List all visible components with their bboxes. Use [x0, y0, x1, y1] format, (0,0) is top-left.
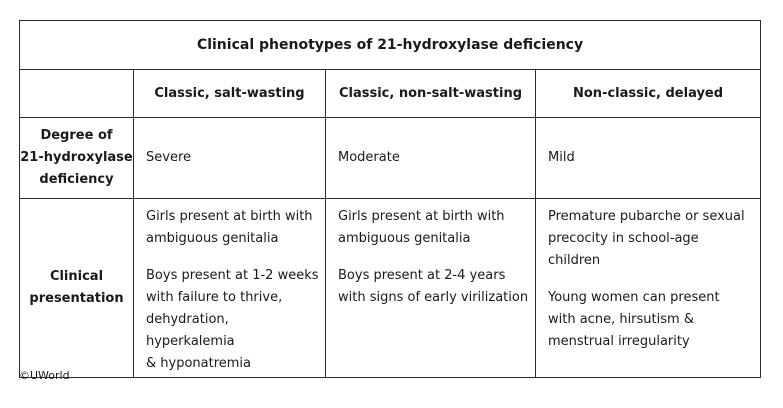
cell-line: Girls present at birth with [338, 209, 505, 224]
row-header-line: deficiency [39, 172, 114, 187]
cell-paragraph [146, 265, 319, 375]
row-header-line: presentation [29, 291, 124, 306]
cell-line: with acne, hirsutism & [548, 312, 694, 327]
cell-degree-salt-wasting: Severe [134, 118, 326, 199]
row-header-presentation [20, 199, 134, 378]
cell-degree-non-classic: Mild [536, 118, 761, 199]
cell-line: Boys present at 1-2 weeks [146, 268, 319, 283]
column-header-non-classic-delayed: Non-classic, delayed [536, 70, 761, 118]
column-header-classic-non-salt-wasting: Classic, non-salt-wasting [326, 70, 536, 118]
empty-corner-cell [20, 70, 134, 118]
row-header-degree [20, 118, 134, 199]
cell-paragraph [338, 265, 529, 309]
cell-paragraph [146, 206, 319, 250]
cell-line: ambiguous genitalia [146, 231, 279, 246]
cell-paragraph [548, 287, 754, 353]
row-header-line: Degree of [40, 128, 113, 143]
cell-line: menstrual irregularity [548, 334, 690, 349]
cell-degree-non-salt-wasting: Moderate [326, 118, 536, 199]
table-row-presentation [20, 199, 761, 378]
row-header-line: Clinical [49, 269, 104, 284]
row-header-line: 21-hydroxylase [20, 150, 133, 165]
column-header-classic-salt-wasting: Classic, salt-wasting [134, 70, 326, 118]
cell-presentation-salt-wasting [134, 199, 326, 378]
cell-line: ambiguous genitalia [338, 231, 471, 246]
cell-line: Boys present at 2-4 years [338, 268, 506, 283]
cell-paragraph [548, 206, 754, 272]
cell-line: & hyponatremia [146, 356, 252, 371]
phenotype-table-container [19, 20, 760, 371]
copyright-footer: ©UWorld [19, 369, 70, 382]
cell-presentation-non-classic [536, 199, 761, 378]
phenotype-table [19, 20, 761, 378]
cell-line: Girls present at birth with [146, 209, 313, 224]
cell-line: precocity in school-age children [548, 231, 699, 268]
cell-line: Premature pubarche or sexual [548, 209, 745, 224]
cell-line: dehydration, hyperkalemia [146, 312, 235, 349]
cell-line: Young women can present [548, 290, 720, 305]
table-row-degree [20, 118, 761, 199]
cell-paragraph [338, 206, 529, 250]
cell-line: with failure to thrive, [146, 290, 283, 305]
cell-presentation-non-salt-wasting [326, 199, 536, 378]
table-title: Clinical phenotypes of 21-hydroxylase deficiency [20, 21, 761, 70]
cell-line: with signs of early virilization [338, 290, 529, 305]
